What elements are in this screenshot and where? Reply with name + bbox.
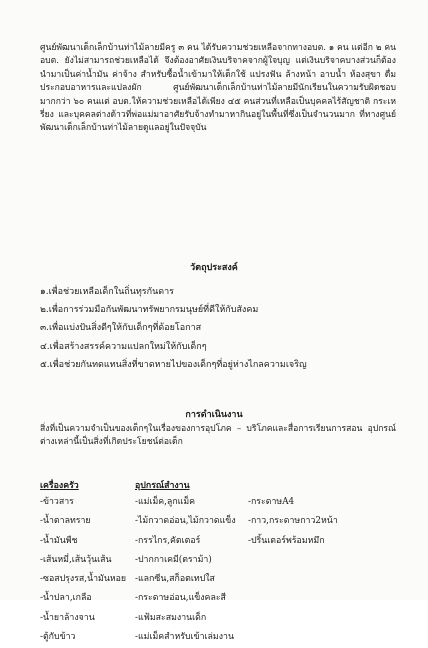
table-row — [40, 494, 370, 513]
objective-item: ๑.เพื่อช่วยเหลือเด็กในถิ่นทุรกันดาร — [40, 287, 174, 297]
table-cell: -กระดาษอ่อน,แข็งคละสี — [135, 593, 226, 604]
table-cell: -น้ำยาล้างจาน — [40, 612, 95, 623]
table-cell: -น้ำมันพืช — [40, 535, 78, 546]
table-cell: -แฟ้มสะสมงานเด็ก — [135, 612, 207, 623]
table-row — [40, 513, 370, 532]
table-cell: -ซอสปรุงรส,น้ำมันหอย — [40, 574, 127, 585]
table-cell: -ปากกาเคมี(ตราม้า) — [135, 554, 212, 565]
table-cell: -ตู้กับข้าว — [40, 632, 76, 643]
table-row — [40, 533, 370, 552]
operation-paragraph: สิ่งที่เป็นความจำเป็นของเด็กๆในเรื่องของการอุปโภค – บริโภคและสื่อการเรียนการสอน อุปกรณ์ต่างเหล่านี้เป็นสิ่งที่เกิดประโยชน์ต่อเด็ก — [40, 424, 396, 448]
table-row — [40, 610, 370, 629]
objective-item: ๓.เพื่อแบ่งปันสิ่งดีๆให้กับเด็กๆที่ด้อยโอกาส — [40, 323, 202, 334]
table-cell: -กาว,กระดาษกาว2หน้า — [248, 516, 338, 527]
table-cell: -ปริ้นเตอร์พร้อมหมึก — [248, 535, 325, 546]
table-row — [40, 552, 370, 571]
table-header — [40, 478, 370, 494]
table-cell: -แลกซีน,สก็อตเทปใส — [135, 574, 215, 585]
table-row — [40, 629, 370, 648]
intro-paragraph: ศูนย์พัฒนาเด็กเล็กบ้านท่าไม้ลายมีครู ๓ คน ได้รับความช่วยเหลือจากทางอบต. ๑ คน แต่อีก ๒ คน อบต. ยังไม่สามารถช่วยเหลือได้ จึงต้องอาศัยเงินบริจาคจากผู้ใจบุญ แต่เงินบริจาคบางส่วนก็ต้องนำมาเป็นค่าน้ำมัน ค่าจ้าง สำหรับซื้อน้ำเข้ามาให้เด็กใช้ แปรงฟัน ล้างหน้า อาบน้ำ ห้องสุขา ดื่ม ประกอบอาหารและแปลงผัก ศูนย์พัฒนาเด็กเล็กบ้านท่าไม้ลายมีนักเรียนในความรับผิดชอบมากกว่า ๖๐ คนแต่ อบต.ให้ความช่วยเหลือได้เพียง ๔๕ คนส่วนที่เหลือเป็นบุคคลไร้สัญชาติ กระเหรี่ยง และบุคคลต่างด้าวที่พ่อแม่มาอาศัยรับจ้างทำมาหากินอยู่ในพื้นที่ซึ่งเป็นจำนวนมาก ที่ทางศูนย์พัฒนาเด็กเล็กบ้านท่าไม้ลายดูแลอยู่ในปัจจุบัน — [40, 43, 396, 134]
objective-item: ๔.เพื่อสร้างสรรค์ความแปลกใหม่ให้กับเด็กๆ — [40, 341, 207, 352]
table-cell: -น้ำปลา,เกลือ — [40, 593, 92, 604]
supplies-table — [40, 478, 370, 648]
equipment-column-header: อุปกรณ์สำงาน — [135, 481, 190, 491]
table-cell: -แม่เม็คสำหรับเข้าเล่มงาน — [135, 632, 234, 643]
table-cell: -น้ำตาลทราย — [40, 516, 91, 527]
table-cell: -กระดาษA4 — [248, 497, 295, 507]
objective-item: ๒.เพื่อการร่วมมือกันพัฒนาทรัพยากรมนุษย์ที่ดีให้กับสังคม — [40, 305, 259, 316]
table-cell: -แม่เม็ค,ลูกแม็ค — [135, 497, 195, 507]
kitchen-column-header: เครื่องครัว — [40, 481, 79, 491]
objectives-list — [40, 283, 390, 374]
table-row — [40, 590, 370, 609]
table-cell: -เส้นหมี่,เส้นวุ้นเส้น — [40, 554, 112, 565]
table-cell: -ข้าวสาร — [40, 497, 74, 507]
objective-item: ๕.เพื่อช่วยกันทดแทนสิ่งที่ขาดหายไปของเด็กๆที่อยู่ห่างไกลความเจริญ — [40, 359, 307, 370]
table-cell: -ไม้กวาดอ่อน,ไม้กวาดแข็ง — [135, 516, 236, 527]
objectives-heading: วัตถุประสงค์ — [190, 263, 238, 273]
table-row — [40, 571, 370, 590]
operation-heading: การดำเนินงาน — [185, 410, 243, 420]
table-cell: -กรรไกร,คัตเตอร์ — [135, 535, 201, 546]
